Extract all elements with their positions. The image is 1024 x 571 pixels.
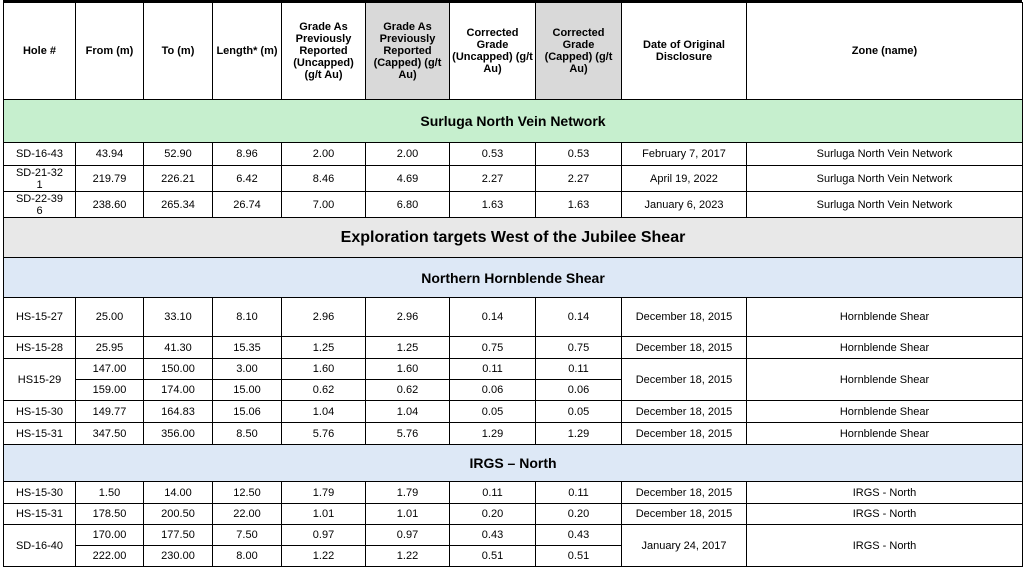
- cell-to: 33.10: [144, 298, 213, 337]
- cell-hole: SD-22-39 6: [4, 192, 76, 218]
- cell-corrected-capped: 0.14: [536, 298, 622, 337]
- cell-from: 147.00: [76, 359, 144, 380]
- cell-grade-uncapped: 8.46: [282, 166, 366, 192]
- cell-to: 200.50: [144, 504, 213, 525]
- cell-from: 149.77: [76, 401, 144, 423]
- header-from: From (m): [76, 3, 144, 100]
- header-corrected-uncapped: Corrected Grade (Uncapped) (g/t Au): [450, 3, 536, 100]
- cell-corrected-uncapped: 0.53: [450, 143, 536, 166]
- cell-to: 52.90: [144, 143, 213, 166]
- table-row: [4, 337, 1023, 359]
- cell-zone: Hornblende Shear: [747, 298, 1023, 337]
- table-row: [4, 298, 1023, 337]
- cell-corrected-uncapped: 0.06: [450, 380, 536, 401]
- cell-length: 8.10: [213, 298, 282, 337]
- cell-hole: SD-21-32 1: [4, 166, 76, 192]
- cell-date: December 18, 2015: [622, 482, 747, 504]
- cell-grade-capped: 4.69: [366, 166, 450, 192]
- cell-corrected-uncapped: 0.05: [450, 401, 536, 423]
- section-title: IRGS – North: [4, 445, 1023, 482]
- cell-grade-capped: 6.80: [366, 192, 450, 218]
- cell-grade-capped: 0.97: [366, 525, 450, 546]
- cell-date: December 18, 2015: [622, 298, 747, 337]
- cell-grade-uncapped: 1.04: [282, 401, 366, 423]
- cell-hole: HS-15-28: [4, 337, 76, 359]
- cell-zone: Surluga North Vein Network: [747, 166, 1023, 192]
- cell-length: 8.00: [213, 546, 282, 567]
- cell-to: 164.83: [144, 401, 213, 423]
- cell-corrected-uncapped: 0.20: [450, 504, 536, 525]
- cell-corrected-uncapped: 0.11: [450, 482, 536, 504]
- cell-grade-uncapped: 7.00: [282, 192, 366, 218]
- cell-corrected-capped: 2.27: [536, 166, 622, 192]
- cell-grade-capped: 1.79: [366, 482, 450, 504]
- cell-zone: IRGS - North: [747, 482, 1023, 504]
- cell-from: 43.94: [76, 143, 144, 166]
- cell-corrected-uncapped: 2.27: [450, 166, 536, 192]
- cell-to: 356.00: [144, 423, 213, 445]
- cell-hole: SD-16-43: [4, 143, 76, 166]
- section-row-irgs: [4, 445, 1023, 482]
- cell-length: 8.50: [213, 423, 282, 445]
- cell-zone: Hornblende Shear: [747, 423, 1023, 445]
- cell-corrected-uncapped: 0.75: [450, 337, 536, 359]
- cell-from: 238.60: [76, 192, 144, 218]
- cell-grade-uncapped: 0.62: [282, 380, 366, 401]
- cell-date: December 18, 2015: [622, 337, 747, 359]
- cell-date: December 18, 2015: [622, 423, 747, 445]
- cell-length: 15.00: [213, 380, 282, 401]
- cell-date: December 18, 2015: [622, 359, 747, 401]
- header-zone: Zone (name): [747, 3, 1023, 100]
- section-title: Northern Hornblende Shear: [4, 258, 1023, 298]
- cell-grade-uncapped: 1.25: [282, 337, 366, 359]
- cell-grade-capped: 1.22: [366, 546, 450, 567]
- cell-grade-uncapped: 5.76: [282, 423, 366, 445]
- cell-grade-uncapped: 2.96: [282, 298, 366, 337]
- cell-grade-capped: 1.25: [366, 337, 450, 359]
- cell-zone: Hornblende Shear: [747, 401, 1023, 423]
- header-row: [4, 3, 1023, 100]
- cell-grade-uncapped: 2.00: [282, 143, 366, 166]
- cell-to: 174.00: [144, 380, 213, 401]
- cell-corrected-capped: 0.06: [536, 380, 622, 401]
- cell-corrected-capped: 0.53: [536, 143, 622, 166]
- cell-zone: IRGS - North: [747, 504, 1023, 525]
- cell-corrected-capped: 1.29: [536, 423, 622, 445]
- table-row: [4, 359, 1023, 380]
- cell-from: 170.00: [76, 525, 144, 546]
- cell-corrected-capped: 0.20: [536, 504, 622, 525]
- header-grade-uncapped: Grade As Previously Reported (Uncapped) (g/t Au): [282, 3, 366, 100]
- cell-grade-capped: 5.76: [366, 423, 450, 445]
- cell-zone: IRGS - North: [747, 525, 1023, 567]
- header-date: Date of Original Disclosure: [622, 3, 747, 100]
- cell-grade-uncapped: 0.97: [282, 525, 366, 546]
- cell-length: 8.96: [213, 143, 282, 166]
- cell-hole: HS-15-27: [4, 298, 76, 337]
- header-hole: Hole #: [4, 3, 76, 100]
- cell-to: 14.00: [144, 482, 213, 504]
- cell-length: 15.35: [213, 337, 282, 359]
- table-row: [4, 143, 1023, 166]
- cell-date: April 19, 2022: [622, 166, 747, 192]
- cell-hole: HS-15-31: [4, 504, 76, 525]
- cell-to: 226.21: [144, 166, 213, 192]
- cell-hole: HS-15-30: [4, 482, 76, 504]
- drill-results-table: [3, 2, 1023, 567]
- cell-length: 22.00: [213, 504, 282, 525]
- cell-length: 15.06: [213, 401, 282, 423]
- cell-zone: Surluga North Vein Network: [747, 143, 1023, 166]
- section-row-west: [4, 218, 1023, 258]
- cell-grade-capped: 0.62: [366, 380, 450, 401]
- cell-grade-uncapped: 1.22: [282, 546, 366, 567]
- cell-from: 25.95: [76, 337, 144, 359]
- cell-corrected-capped: 0.11: [536, 482, 622, 504]
- cell-grade-capped: 2.96: [366, 298, 450, 337]
- header-grade-capped: Grade As Previously Reported (Capped) (g/t Au): [366, 3, 450, 100]
- cell-date: January 6, 2023: [622, 192, 747, 218]
- cell-hole: SD-16-40: [4, 525, 76, 567]
- cell-corrected-uncapped: 1.63: [450, 192, 536, 218]
- cell-from: 25.00: [76, 298, 144, 337]
- cell-hole: HS15-29: [4, 359, 76, 401]
- cell-corrected-capped: 0.51: [536, 546, 622, 567]
- cell-from: 219.79: [76, 166, 144, 192]
- cell-corrected-capped: 0.05: [536, 401, 622, 423]
- table-row: [4, 482, 1023, 504]
- cell-date: February 7, 2017: [622, 143, 747, 166]
- cell-hole: HS-15-30: [4, 401, 76, 423]
- cell-grade-uncapped: 1.79: [282, 482, 366, 504]
- cell-grade-capped: 1.60: [366, 359, 450, 380]
- cell-corrected-capped: 0.75: [536, 337, 622, 359]
- table-row: [4, 525, 1023, 546]
- cell-grade-capped: 1.01: [366, 504, 450, 525]
- section-row-surluga: [4, 100, 1023, 143]
- table-row: [4, 166, 1023, 192]
- section-title: Surluga North Vein Network: [4, 100, 1023, 143]
- table-row: [4, 423, 1023, 445]
- cell-length: 3.00: [213, 359, 282, 380]
- header-to: To (m): [144, 3, 213, 100]
- cell-date: December 18, 2015: [622, 504, 747, 525]
- cell-date: December 18, 2015: [622, 401, 747, 423]
- cell-length: 12.50: [213, 482, 282, 504]
- cell-corrected-uncapped: 0.11: [450, 359, 536, 380]
- cell-from: 178.50: [76, 504, 144, 525]
- cell-from: 222.00: [76, 546, 144, 567]
- cell-from: 1.50: [76, 482, 144, 504]
- table-row: [4, 504, 1023, 525]
- cell-grade-capped: 1.04: [366, 401, 450, 423]
- cell-date: January 24, 2017: [622, 525, 747, 567]
- cell-hole: HS-15-31: [4, 423, 76, 445]
- cell-to: 265.34: [144, 192, 213, 218]
- section-row-hornblende: [4, 258, 1023, 298]
- cell-corrected-uncapped: 1.29: [450, 423, 536, 445]
- cell-to: 41.30: [144, 337, 213, 359]
- cell-corrected-capped: 0.43: [536, 525, 622, 546]
- table-row: [4, 192, 1023, 218]
- cell-length: 26.74: [213, 192, 282, 218]
- cell-corrected-uncapped: 0.43: [450, 525, 536, 546]
- cell-zone: Surluga North Vein Network: [747, 192, 1023, 218]
- cell-from: 159.00: [76, 380, 144, 401]
- cell-length: 6.42: [213, 166, 282, 192]
- cell-grade-uncapped: 1.01: [282, 504, 366, 525]
- cell-grade-uncapped: 1.60: [282, 359, 366, 380]
- cell-zone: Hornblende Shear: [747, 359, 1023, 401]
- cell-to: 230.00: [144, 546, 213, 567]
- header-length: Length* (m): [213, 3, 282, 100]
- cell-to: 150.00: [144, 359, 213, 380]
- cell-corrected-capped: 0.11: [536, 359, 622, 380]
- cell-corrected-uncapped: 0.14: [450, 298, 536, 337]
- table-row: [4, 401, 1023, 423]
- cell-to: 177.50: [144, 525, 213, 546]
- cell-corrected-capped: 1.63: [536, 192, 622, 218]
- cell-from: 347.50: [76, 423, 144, 445]
- header-corrected-capped: Corrected Grade (Capped) (g/t Au): [536, 3, 622, 100]
- cell-length: 7.50: [213, 525, 282, 546]
- section-title: Exploration targets West of the Jubilee Shear: [4, 218, 1023, 258]
- cell-zone: Hornblende Shear: [747, 337, 1023, 359]
- cell-grade-capped: 2.00: [366, 143, 450, 166]
- cell-corrected-uncapped: 0.51: [450, 546, 536, 567]
